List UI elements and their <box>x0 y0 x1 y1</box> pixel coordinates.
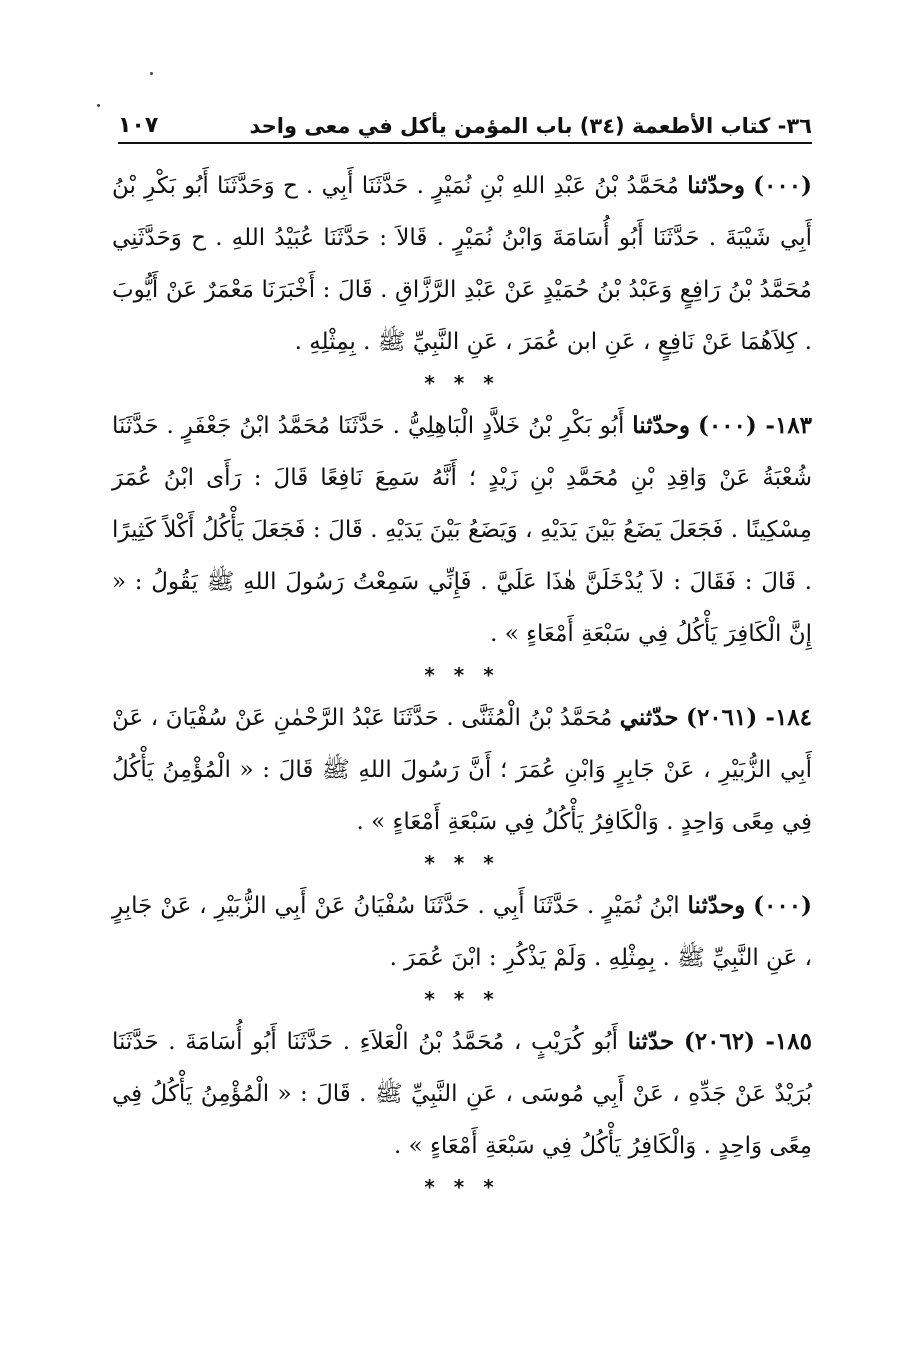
scan-speck <box>150 72 153 75</box>
hadith-text: أَبُو كُرَيْبٍ ، مُحَمَّدُ بْنُ الْعَلاَءِ . حَدَّثَنَا أَبُو أُسَامَةَ . حَدَّثَنَا بُرَيْدٌ عَنْ جَدِّهِ ، عَنْ أَبِي مُوسَى ، عَنِ النَّبِيِّ ﷺ . قَالَ : « الْمُؤْمِنُ يَأْكُلُ فِي مِعًى وَاحِدٍ . وَالْكَافِرُ يَأْكُلُ فِي سَبْعَةِ أَمْعَاءٍ » . <box>112 1029 812 1159</box>
hadith-number: ١٨٣- (٠٠٠) <box>697 412 812 439</box>
hadith-lead: وحدّثنا <box>632 412 691 439</box>
page-number: ١٠٧ <box>118 113 159 138</box>
hadith-paragraph <box>112 160 812 368</box>
hadith-number: (٠٠٠) <box>753 892 812 919</box>
hadith-lead: حدّثنا <box>627 1028 675 1055</box>
hadith-number: (٠٠٠) <box>753 172 812 199</box>
section-separator: * * * <box>424 371 500 395</box>
hadith-lead: وحدّثنا <box>687 892 746 919</box>
section-separator: * * * <box>424 663 500 687</box>
hadith-text: مُحَمَّدُ بْنُ الْمُثَنَّى . حَدَّثَنَا عَبْدُ الرَّحْمٰنِ عَنْ سُفْيَانَ ، عَنْ أَبِي الزُّبَيْرِ ، عَنْ جَابِرٍ وَابْنِ عُمَرَ ؛ أَنَّ رَسُولَ اللهِ ﷺ قَالَ : « الْمُؤْمِنُ يَأْكُلُ فِي مِعًى وَاحِدٍ . وَالْكَافِرُ يَأْكُلُ فِي سَبْعَةِ أَمْعَاءٍ » . <box>112 705 812 835</box>
section-separator: * * * <box>424 987 500 1011</box>
hadith-paragraph <box>112 692 812 848</box>
hadith-paragraph <box>112 1016 812 1172</box>
hadith-text: ابْنُ نُمَيْرٍ . حَدَّثَنَا أَبِي . حَدَّثَنَا سُفْيَانُ عَنْ أَبِي الزُّبَيْرِ ، عَنْ جَابِرٍ ، عَنِ النَّبِيِّ ﷺ . بِمِثْلِهِ . وَلَمْ يَذْكُرِ : ابْنَ عُمَرَ . <box>112 893 812 971</box>
hadith-number: ١٨٥- (٢٠٦٢) <box>683 1028 812 1055</box>
hadith-number: ١٨٤- (٢٠٦١) <box>686 704 813 731</box>
hadith-text: مُحَمَّدُ بْنُ عَبْدِ اللهِ بْنِ نُمَيْرٍ . حَدَّثَنَا أَبِي . ح وَحَدَّثَنَا أَبُو بَكْرِ بْنُ أَبِي شَيْبَةَ . حَدَّثَنَا أَبُو أُسَامَةَ وَابْنُ نُمَيْرٍ . قَالاَ : حَدَّثَنَا عُبَيْدُ اللهِ . ح وَحَدَّثَنِي مُحَمَّدُ بْنُ رَافِعٍ وَعَبْدُ بْنُ حُمَيْدٍ عَنْ عَبْدِ الرَّزَّاقِ . قَالَ : أَخْبَرَنَا مَعْمَرٌ عَنْ أَيُّوبَ . كِلاَهُمَا عَنْ نَافِعٍ ، عَنِ ابن عُمَرَ ، عَنِ النَّبِيِّ ﷺ . بِمِثْلِهِ . <box>112 173 812 355</box>
hadith-lead: وحدّثنا <box>687 172 745 199</box>
running-header <box>118 98 812 144</box>
section-separator: * * * <box>424 851 500 875</box>
hadith-paragraph <box>112 400 812 660</box>
scan-speck <box>97 104 100 107</box>
page-body <box>112 160 812 1204</box>
hadith-paragraph <box>112 880 812 984</box>
header-title: ٣٦- كتاب الأطعمة (٣٤) باب المؤمن يأكل في معى واحد <box>249 114 812 138</box>
hadith-lead: حدّثني <box>619 704 679 731</box>
section-separator: * * * <box>424 1175 500 1199</box>
hadith-text: أَبُو بَكْرِ بْنُ خَلاَّدٍ الْبَاهِلِيُّ . حَدَّثَنَا مُحَمَّدُ ابْنُ جَعْفَرٍ . حَدَّثَنَا شُعْبَةُ عَنْ وَاقِدِ بْنِ مُحَمَّدِ بْنِ زَيْدٍ ؛ أَنَّهُ سَمِعَ نَافِعًا قَالَ : رَأَى ابْنُ عُمَرَ مِسْكِينًا . فَجَعَلَ يَضَعُ بَيْنَ يَدَيْهِ ، وَيَضَعُ بَيْنَ يَدَيْهِ . قَالَ : فَجَعَلَ يَأْكُلُ أَكْلاً كَثِيرًا . قَالَ : فَقَالَ : لاَ يُدْخَلَنَّ هٰذَا عَلَيَّ . فَإِنِّي سَمِعْتُ رَسُولَ اللهِ ﷺ يَقُولُ : « إِنَّ الْكَافِرَ يَأْكُلُ فِي سَبْعَةِ أَمْعَاءٍ » . <box>112 413 812 647</box>
